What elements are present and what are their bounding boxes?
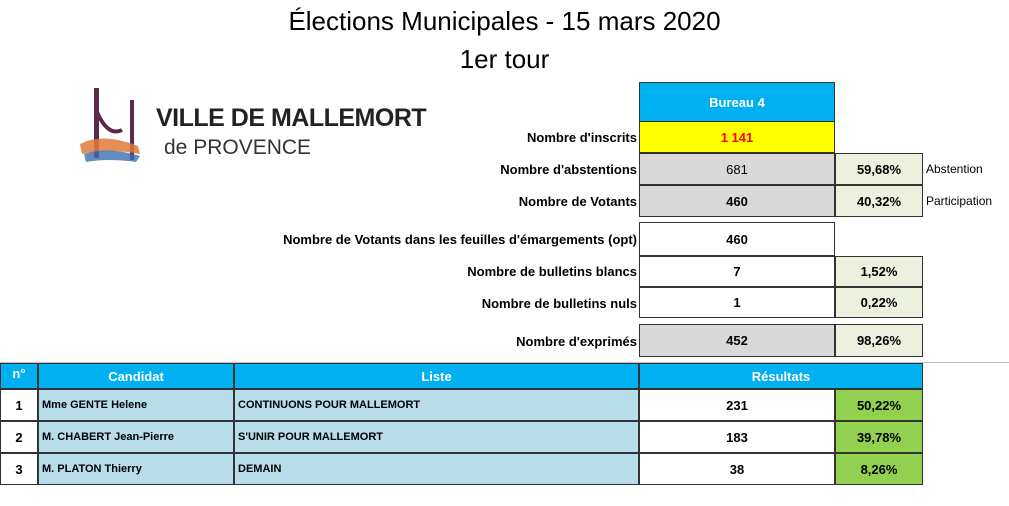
blancs-pct: 1,52% (835, 256, 923, 287)
inscrits-label: Nombre d'inscrits (526, 130, 637, 145)
abstentions-value: 681 (639, 153, 835, 185)
emargements-label: Nombre de Votants dans les feuilles d'émargements (opt) (283, 232, 637, 247)
exprimes-value: 452 (639, 324, 835, 357)
page-title: Élections Municipales - 15 mars 2020 (288, 6, 721, 36)
header-num: n° (0, 363, 38, 389)
logo-mark-icon (78, 82, 158, 174)
row-votes: 38 (639, 453, 835, 485)
row-num: 1 (0, 389, 38, 421)
row-pct: 50,22% (835, 389, 923, 421)
votants-label: Nombre de Votants (518, 194, 637, 209)
logo-line1: VILLE DE MALLEMORT (156, 104, 427, 132)
row-liste: S'UNIR POUR MALLEMORT (234, 421, 639, 453)
nuls-pct: 0,22% (835, 287, 923, 318)
row-num: 3 (0, 453, 38, 485)
header-resultats: Résultats (639, 363, 923, 389)
row-votes: 183 (639, 421, 835, 453)
logo-line2: de PROVENCE (164, 136, 312, 159)
row-votes: 231 (639, 389, 835, 421)
inscrits-value: 1 141 (639, 121, 835, 153)
abstention-side-label: Abstention (926, 162, 983, 176)
row-num: 2 (0, 421, 38, 453)
nuls-label: Nombre de bulletins nuls (481, 296, 637, 311)
blancs-value: 7 (639, 256, 835, 287)
bureau-header: Bureau 4 (639, 82, 835, 122)
abstentions-pct: 59,68% (835, 153, 923, 185)
nuls-value: 1 (639, 287, 835, 318)
votants-value: 460 (639, 185, 835, 217)
row-candidat: M. CHABERT Jean-Pierre (38, 421, 234, 453)
logo (78, 82, 427, 174)
participation-side-label: Participation (926, 194, 993, 208)
row-pct: 39,78% (835, 421, 923, 453)
header-candidat: Candidat (38, 363, 234, 389)
row-pct: 8,26% (835, 453, 923, 485)
emargements-value: 460 (639, 222, 835, 256)
abstentions-label: Nombre d'abstentions (500, 162, 637, 177)
exprimes-label: Nombre d'exprimés (516, 334, 637, 349)
blancs-label: Nombre de bulletins blancs (467, 264, 637, 279)
page-subtitle: 1er tour (459, 44, 550, 74)
header-liste: Liste (234, 363, 639, 389)
votants-pct: 40,32% (835, 185, 923, 217)
row-candidat: M. PLATON Thierry (38, 453, 234, 485)
row-liste: CONTINUONS POUR MALLEMORT (234, 389, 639, 421)
exprimes-pct: 98,26% (835, 324, 923, 357)
row-candidat: Mme GENTE Helene (38, 389, 234, 421)
row-liste: DEMAIN (234, 453, 639, 485)
